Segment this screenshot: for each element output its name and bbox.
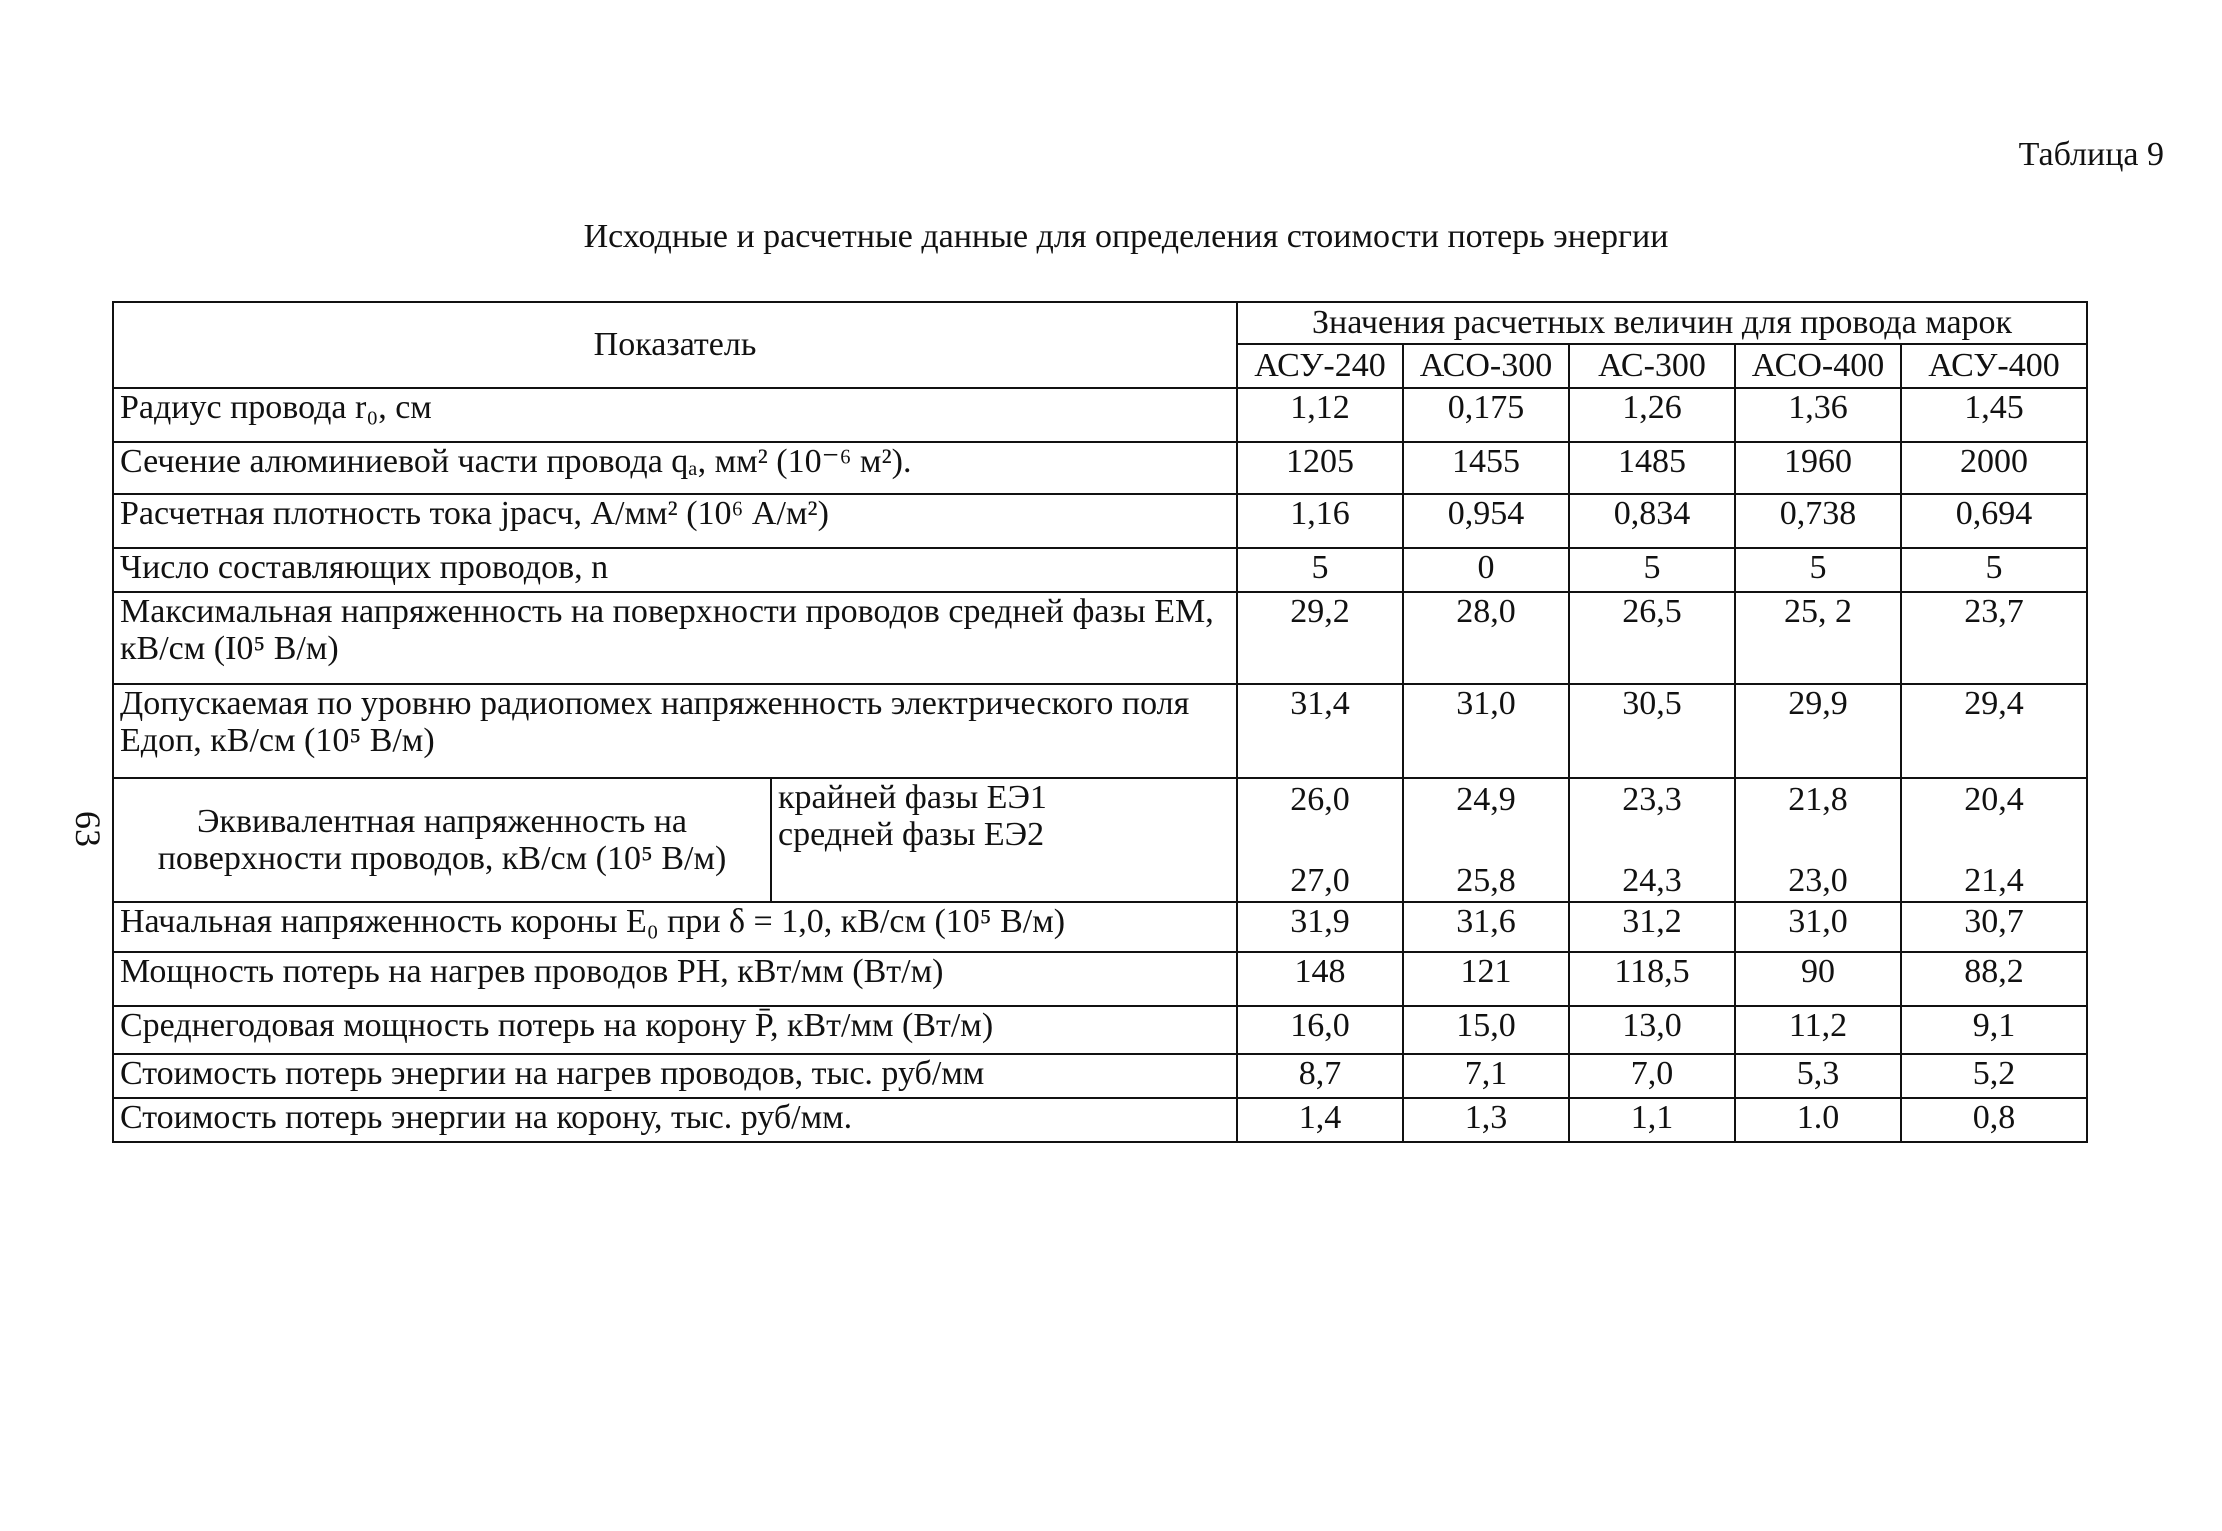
table-cell: 1485 (1569, 442, 1735, 494)
row-label: Максимальная напряженность на поверхности проводов средней фазы EМ, кВ/см (I0⁵ В/м) (113, 592, 1237, 684)
outer-value: 26,0 (1290, 781, 1350, 818)
table-cell (1901, 778, 2087, 902)
table-cell: 1,4 (1237, 1098, 1403, 1142)
column-header: АСО-300 (1403, 344, 1569, 388)
table-cell: 29,9 (1735, 684, 1901, 778)
table-cell: 15,0 (1403, 1006, 1569, 1054)
table-cell: 0,175 (1403, 388, 1569, 442)
table-cell: 7,0 (1569, 1054, 1735, 1098)
table-row (113, 592, 2087, 684)
table-cell: 1,12 (1237, 388, 1403, 442)
table-cell: 148 (1237, 952, 1403, 1006)
column-header: АСО-400 (1735, 344, 1901, 388)
table-cell: 31,6 (1403, 902, 1569, 952)
table-row (113, 548, 2087, 592)
table-cell: 1,16 (1237, 494, 1403, 548)
table-row (113, 952, 2087, 1006)
table-cell: 1,3 (1403, 1098, 1569, 1142)
middle-value: 23,0 (1788, 861, 1848, 899)
outer-value: 20,4 (1964, 781, 2024, 818)
table-cell: 1,26 (1569, 388, 1735, 442)
equivalent-label: Эквивалентная напряженность на поверхности проводов, кВ/см (10⁵ В/м) (113, 778, 771, 902)
table-cell: 118,5 (1569, 952, 1735, 1006)
table-row (113, 902, 2087, 952)
table-title: Исходные и расчетные данные для определения стоимости потерь энергии (583, 218, 1669, 255)
table-row (113, 388, 2087, 442)
row-label: Расчетная плотность тока jрасч, А/мм² (10⁶ А/м²) (113, 494, 1237, 548)
equivalent-row (113, 778, 2087, 902)
table-cell: 31,0 (1403, 684, 1569, 778)
table-cell: 5 (1569, 548, 1735, 592)
table-cell: 30,5 (1569, 684, 1735, 778)
table-cell: 29,4 (1901, 684, 2087, 778)
table-cell: 1960 (1735, 442, 1901, 494)
data-table (112, 301, 2088, 1143)
row-label: Сечение алюминиевой части провода qₐ, мм² (10⁻⁶ м²). (113, 442, 1237, 494)
header-value-group: Значения расчетных величин для провода марок (1237, 302, 2087, 344)
row-label: Начальная напряженность короны E₀ при δ = 1,0, кВ/см (10⁵ В/м) (113, 902, 1237, 952)
table-cell: 31,9 (1237, 902, 1403, 952)
table-number-label: Таблица 9 (2018, 136, 2164, 173)
table-cell: 31,2 (1569, 902, 1735, 952)
header-row-1 (113, 302, 2087, 344)
table-cell: 5 (1735, 548, 1901, 592)
outer-value: 23,3 (1622, 781, 1682, 818)
table-cell: 1455 (1403, 442, 1569, 494)
table-cell: 2000 (1901, 442, 2087, 494)
table-cell: 26,5 (1569, 592, 1735, 684)
table-row (113, 1054, 2087, 1098)
row-label: Среднегодовая мощность потерь на корону P̄, кВт/мм (Вт/м) (113, 1006, 1237, 1054)
table-cell: 0,694 (1901, 494, 2087, 548)
table-row (113, 684, 2087, 778)
table-cell (1569, 778, 1735, 902)
table-cell: 0,738 (1735, 494, 1901, 548)
table-cell: 0,8 (1901, 1098, 2087, 1142)
table-cell: 1.0 (1735, 1098, 1901, 1142)
row-label: Мощность потерь на нагрев проводов PН, кВт/мм (Вт/м) (113, 952, 1237, 1006)
table-cell: 9,1 (1901, 1006, 2087, 1054)
row-label: Радиус провода r₀, см (113, 388, 1237, 442)
table-cell: 25, 2 (1735, 592, 1901, 684)
table-cell: 5 (1901, 548, 2087, 592)
table-cell: 5 (1237, 548, 1403, 592)
table-cell: 121 (1403, 952, 1569, 1006)
table-cell: 5,3 (1735, 1054, 1901, 1098)
middle-value: 27,0 (1290, 861, 1350, 899)
equivalent-sublabels (771, 778, 1237, 902)
table-cell: 29,2 (1237, 592, 1403, 684)
middle-value: 24,3 (1622, 861, 1682, 899)
header-indicator: Показатель (113, 302, 1237, 388)
column-header: АСУ-400 (1901, 344, 2087, 388)
middle-value: 25,8 (1456, 861, 1516, 899)
row-label: Допускаемая по уровню радиопомех напряженность электрического поля Eдоп, кВ/см (10⁵ В/м) (113, 684, 1237, 778)
table-row (113, 1006, 2087, 1054)
table-cell: 88,2 (1901, 952, 2087, 1006)
table-row (113, 494, 2087, 548)
outer-value: 24,9 (1456, 781, 1516, 818)
table-cell: 28,0 (1403, 592, 1569, 684)
table-cell: 1205 (1237, 442, 1403, 494)
table-cell: 90 (1735, 952, 1901, 1006)
table-cell: 1,1 (1569, 1098, 1735, 1142)
outer-phase-label: крайней фазы EЭ1 (778, 779, 1047, 816)
table-cell: 31,0 (1735, 902, 1901, 952)
table-cell: 31,4 (1237, 684, 1403, 778)
table-cell: 7,1 (1403, 1054, 1569, 1098)
table-cell: 5,2 (1901, 1054, 2087, 1098)
table-cell: 23,7 (1901, 592, 2087, 684)
row-label: Стоимость потерь энергии на корону, тыс. руб/мм. (113, 1098, 1237, 1142)
table-cell: 16,0 (1237, 1006, 1403, 1054)
table-cell: 0,954 (1403, 494, 1569, 548)
table-cell: 30,7 (1901, 902, 2087, 952)
column-header: АС-300 (1569, 344, 1735, 388)
table-cell (1237, 778, 1403, 902)
row-label: Число составляющих проводов, n (113, 548, 1237, 592)
table-cell: 0 (1403, 548, 1569, 592)
table-cell (1403, 778, 1569, 902)
row-label: Стоимость потерь энергии на нагрев проводов, тыс. руб/мм (113, 1054, 1237, 1098)
table-cell: 1,36 (1735, 388, 1901, 442)
table-cell: 11,2 (1735, 1006, 1901, 1054)
table-cell: 0,834 (1569, 494, 1735, 548)
column-header: АСУ-240 (1237, 344, 1403, 388)
table-cell (1735, 778, 1901, 902)
table-cell: 1,45 (1901, 388, 2087, 442)
table-cell: 13,0 (1569, 1006, 1735, 1054)
table-cell: 8,7 (1237, 1054, 1403, 1098)
table-row (113, 1098, 2087, 1142)
middle-value: 21,4 (1964, 861, 2024, 899)
page-number: 63 (68, 811, 108, 847)
middle-phase-label: средней фазы EЭ2 (778, 816, 1045, 854)
outer-value: 21,8 (1788, 781, 1848, 818)
table-row (113, 442, 2087, 494)
